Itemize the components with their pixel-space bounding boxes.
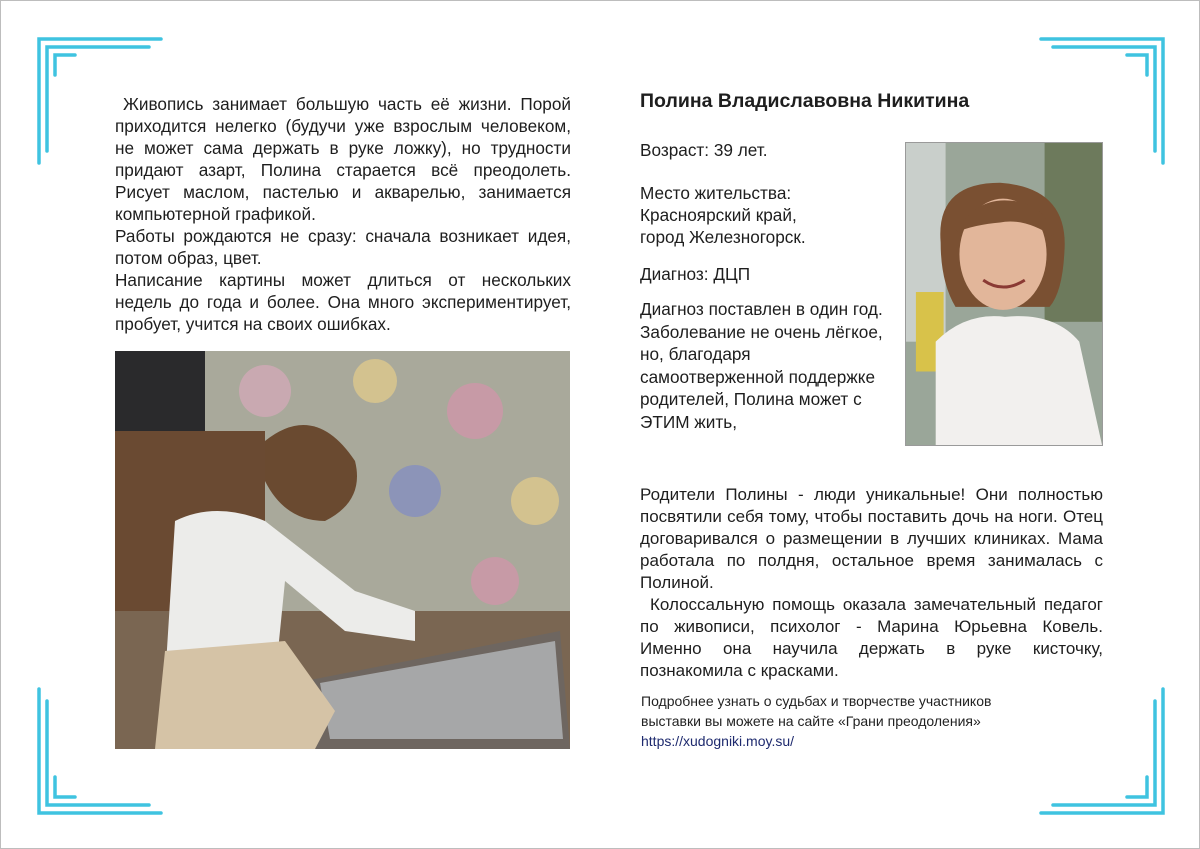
website-link[interactable]: https://xudogniki.moy.su/ [641, 733, 795, 749]
footer-line-2: выставки вы можете на сайте «Грани преодоления» [641, 713, 981, 729]
portrait-photo [905, 142, 1103, 446]
person-name-title: Полина Владиславовна Никитина [640, 90, 970, 112]
residence-region: Красноярский край, [640, 205, 797, 225]
left-article-text [115, 93, 571, 335]
right-paragraph-2: Колоссальную помощь оказала замечательный педагог по живописи, психолог - Марина Юрьевна Ковель. Именно она научила держать в руке кисточку, познакомила с красками. [640, 595, 1103, 680]
right-paragraph-1: Родители Полины - люди уникальные! Они полностью посвятили себя тому, чтобы поставить дочь на ноги. Отец договаривался о размещении в лучших клиниках. Мама работала по полдня, остальное время занималась с Полиной. [640, 485, 1103, 592]
photo-painting-at-table [115, 351, 570, 749]
diagnosis-description: Диагноз поставлен в один год. Заболевание не очень лёгкое, но, благодаря самоотверженной поддержке родителей, Полина может с ЭТИМ жить, [640, 299, 883, 432]
age-text: Возраст: 39 лет. [640, 140, 768, 160]
footer-note [641, 691, 1101, 751]
footer-line-1: Подробнее узнать о судьбах и творчестве участников [641, 693, 992, 709]
left-paragraph-3: Написание картины может длиться от нескольких недель до года и более. Она много экспериментирует, пробует, учится на своих ошибках. [115, 270, 571, 334]
residence-label: Место жительства: [640, 183, 792, 203]
residence-block [640, 182, 890, 248]
residence-city: город Железногорск. [640, 227, 806, 247]
diagnosis-text: Диагноз: ДЦП [640, 264, 751, 284]
right-article-text [640, 484, 1103, 682]
left-paragraph-2: Работы рождаются не сразу: сначала возникает идея, потом образ, цвет. [115, 226, 571, 268]
left-paragraph-1: Живопись занимает большую часть её жизни. Порой приходится нелегко (будучи уже взрослым человеком, не может сама держать в руке ложку), но трудности придают азарт, Полина старается всё преодолеть. Рисует маслом, пастелью и акварелью, занимается компьютерной графикой. [115, 94, 571, 224]
